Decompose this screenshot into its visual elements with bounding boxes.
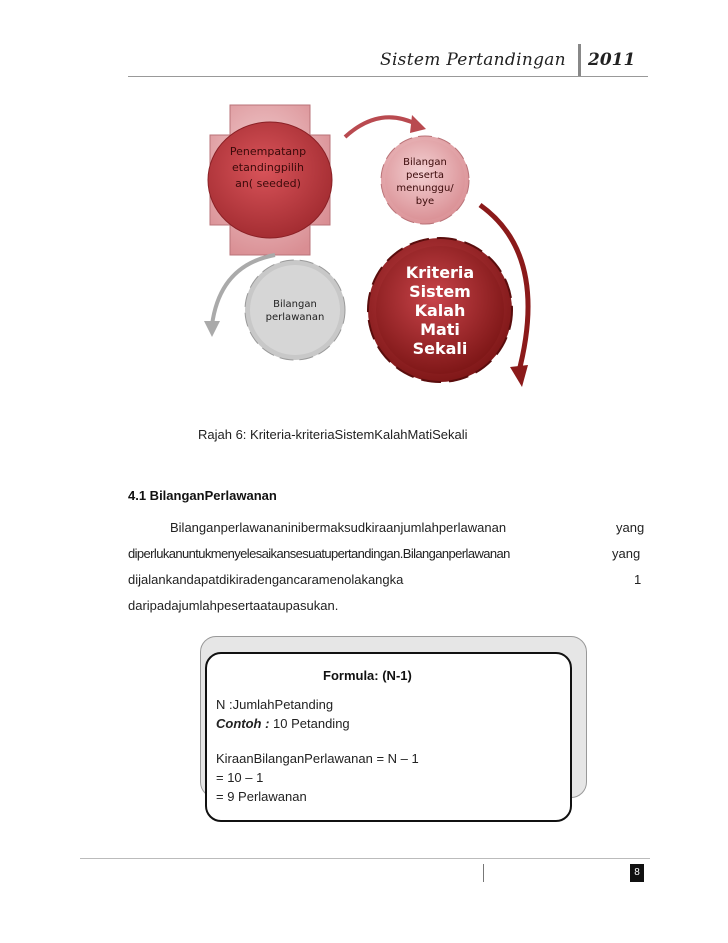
criteria-label-4: Mati bbox=[420, 320, 460, 339]
footer-rule bbox=[80, 858, 650, 859]
para-line-2: diperlukanuntukmenyelesaikansesuatupertandingan.Bilanganperlawanan bbox=[128, 546, 510, 561]
formula-calc-3: = 9 Perlawanan bbox=[216, 789, 307, 804]
bye-label-1: Bilangan bbox=[403, 157, 447, 168]
header-separator bbox=[578, 44, 581, 76]
para-line-2-right: yang bbox=[612, 546, 641, 561]
para-line-4: daripadajumlahpesertaataupasukan. bbox=[128, 598, 339, 613]
example-value: 10 Petanding bbox=[269, 716, 350, 731]
para-line-1-right: yang bbox=[616, 520, 645, 535]
gear-diagram bbox=[150, 95, 550, 415]
header-year: 2011 bbox=[588, 50, 636, 70]
para-line-1: Bilanganperlawananinibermaksudkiraanjumlahperlawanan bbox=[170, 520, 507, 535]
formula-calc-1: KiraanBilanganPerlawanan = N – 1 bbox=[216, 751, 419, 766]
header-rule bbox=[128, 76, 648, 77]
arrow-top bbox=[345, 117, 418, 137]
formula-example bbox=[216, 716, 350, 731]
arrow-left-head bbox=[204, 321, 220, 337]
seeded-label-1: Penempatanp bbox=[229, 145, 307, 158]
bye-label-3: menunggu/ bbox=[396, 183, 454, 194]
section-heading: 4.1 BilanganPerlawanan bbox=[128, 488, 277, 503]
formula-calc-2: = 10 – 1 bbox=[216, 770, 264, 785]
figure-caption: Rajah 6: Kriteria-kriteriaSistemKalahMatiSekali bbox=[198, 427, 468, 442]
para-line-3-right: 1 bbox=[634, 572, 642, 587]
example-label: Contoh : bbox=[216, 716, 270, 731]
formula-title: Formula: (N-1) bbox=[323, 668, 412, 683]
arrow-top-head bbox=[410, 115, 426, 133]
seeded-label-3: an( seeded) bbox=[235, 177, 301, 190]
page-number: 8 bbox=[630, 864, 644, 882]
matches-label-2: perlawanan bbox=[265, 312, 325, 323]
seeded-label-2: etandingpilih bbox=[232, 161, 304, 174]
header-title: Sistem Pertandingan bbox=[380, 50, 566, 70]
criteria-label-3: Kalah bbox=[414, 301, 466, 320]
para-line-3: dijalankandapatdikiradengancaramenolakangka bbox=[128, 572, 404, 587]
bye-label-2: peserta bbox=[405, 170, 445, 181]
matches-label-1: Bilangan bbox=[273, 299, 317, 310]
matches-gear bbox=[245, 260, 345, 360]
criteria-label-5: Sekali bbox=[412, 339, 468, 358]
arrow-right-head bbox=[510, 365, 528, 387]
footer-separator bbox=[483, 864, 484, 882]
criteria-label-2: Sistem bbox=[409, 282, 471, 301]
formula-n-definition: N :JumlahPetanding bbox=[216, 697, 334, 712]
criteria-label-1: Kriteria bbox=[405, 263, 475, 282]
bye-label-4: bye bbox=[415, 196, 435, 207]
